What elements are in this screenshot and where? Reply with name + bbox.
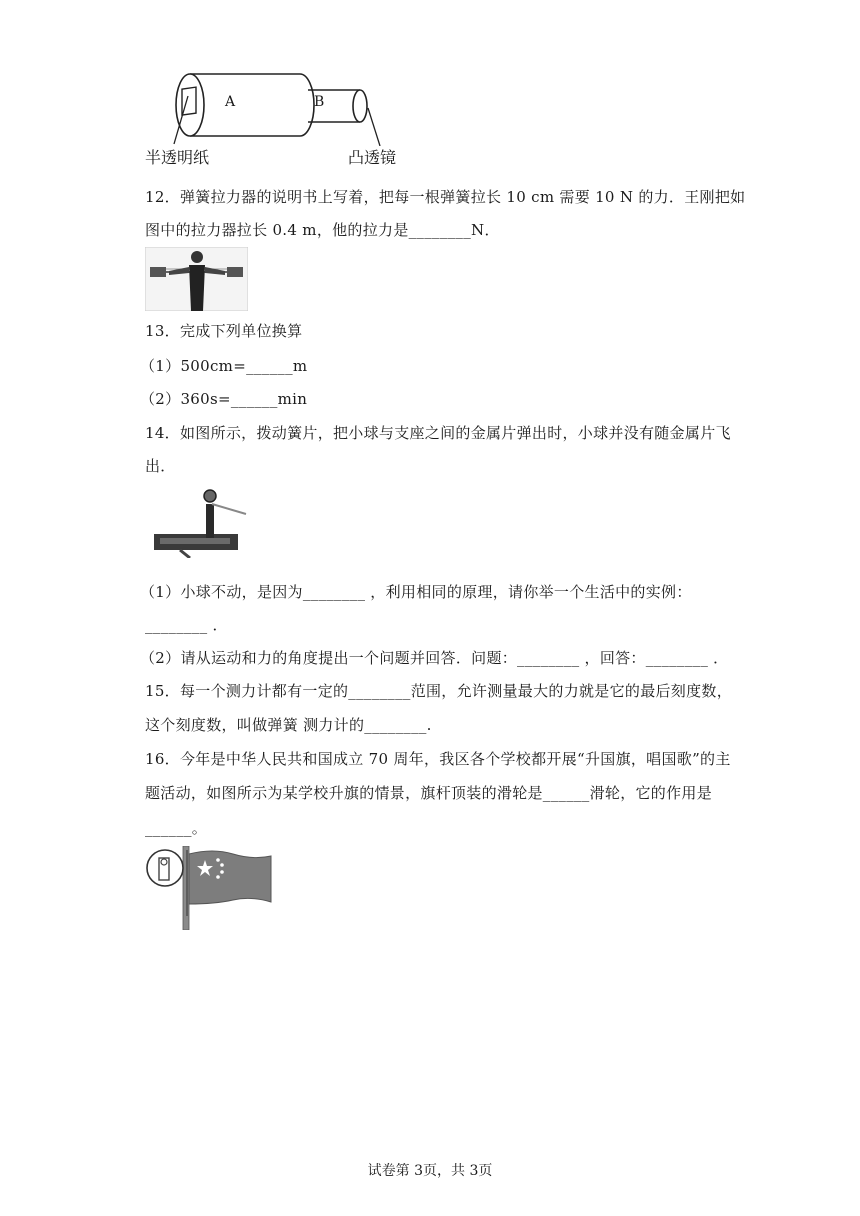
question-14-sub-1-line-2: ________ ． <box>145 616 228 634</box>
question-13-item-1: （1）500cm=______m <box>140 357 308 375</box>
question-15-line-2: 这个刻度数，叫做弹簧 测力计的________. <box>145 716 432 734</box>
spring-exerciser-photo <box>145 247 248 311</box>
question-12-line-2: 图中的拉力器拉长 0.4 m，他的拉力是________N． <box>145 221 500 239</box>
question-14-line-2: 出． <box>145 457 176 475</box>
question-14-sub-1-line-1: （1）小球不动，是因为________ ，利用相同的原理，请你举一个生活中的实例： <box>140 583 692 601</box>
camera-model-figure <box>140 66 410 146</box>
page-footer: 试卷第 3页，共 3页 <box>367 1163 493 1179</box>
convex-lens-caption: 凸透镜 <box>348 148 397 167</box>
question-13-item-2: （2）360s=______min <box>140 390 308 408</box>
flag-raising-figure <box>143 846 273 930</box>
question-16-line-1: 16．今年是中华人民共和国成立 70 周年，我区各个学校都开展“升国旗，唱国歌”的主 <box>145 750 731 768</box>
question-12-line-1: 12．弹簧拉力器的说明书上写着，把每一根弹簧拉长 10 cm 需要 10 N 的力．王刚把如 <box>145 188 746 206</box>
question-14-line-1: 14．如图所示，拨动簧片，把小球与支座之间的金属片弹出时，小球并没有随金属片飞 <box>145 424 731 442</box>
tube-a-label: A <box>225 94 236 110</box>
question-14-sub-2: （2）请从运动和力的角度提出一个问题并回答．问题：________ ，回答：________ ． <box>140 649 729 667</box>
tube-b-label: B <box>314 94 325 110</box>
inertia-apparatus-photo <box>150 484 250 558</box>
question-13-title: 13．完成下列单位换算 <box>145 322 303 340</box>
question-16-line-3: ______。 <box>145 819 208 837</box>
question-15-line-1: 15．每一个测力计都有一定的________范围，允许测量最大的力就是它的最后刻度数， <box>145 682 732 700</box>
question-16-line-2: 题活动，如图所示为某学校升旗的情景，旗杆顶装的滑轮是______滑轮，它的作用是 <box>145 784 713 802</box>
translucent-paper-caption: 半透明纸 <box>145 148 210 167</box>
